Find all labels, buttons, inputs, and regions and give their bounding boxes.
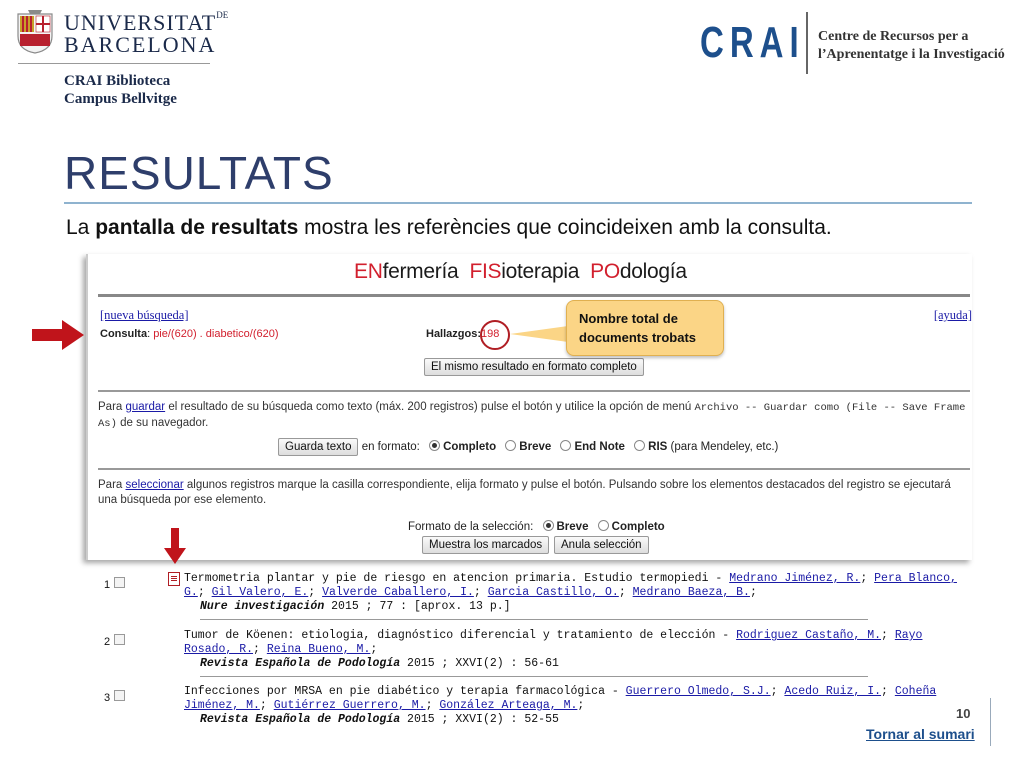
nueva-busqueda-link[interactable]: [nueva búsqueda] [100,308,189,322]
section-divider-1 [98,390,970,392]
intro-bold: pantalla de resultats [95,216,299,239]
result-author-link[interactable]: Acedo Ruiz, I. [784,685,882,698]
result-separator [200,676,868,677]
hallazgos-count: 198 [481,328,500,340]
callout-total-docs [566,300,724,356]
consulta-value: pie/(620) . diabetico/(620) [153,328,279,340]
save-menu-path: Archivo -- Guardar como (File -- Save Frame As) [98,402,966,430]
result-author-link[interactable]: Valverde Caballero, I. [322,586,474,599]
section-divider-2 [98,468,970,470]
document-icon[interactable] [168,572,180,586]
radio-sel-completo[interactable] [598,520,609,531]
hallazgos-highlight-circle [480,320,510,350]
result-author-link[interactable]: Rayo Rosado, R. [184,629,923,656]
university-name-de: DE [216,10,229,20]
red-arrow-right-icon [32,320,84,350]
result-author-link[interactable]: Guerrero Olmedo, S.J. [625,685,771,698]
guardar-link[interactable]: guardar [125,401,166,413]
result-source-detail: 2015 ; XXVI(2) : 52-55 [400,713,559,726]
crai-logo: CRAI [700,18,805,67]
result-title: Termometria plantar y pie de riesgo en atencion primaria. Estudio termopiedi - [184,572,730,585]
result-author-link[interactable]: Garcia Castillo, O. [487,586,619,599]
library-name [64,72,177,108]
result-author-link[interactable]: González Arteaga, M. [439,699,578,712]
result-body: Infecciones por MRSA en pie diabético y terapia farmacológica - Guerrero Olmedo, S.J.; Acedo Ruiz, I.; Coheña Jiménez, M.; Gutiérrez Guerrero, M.; González Arteaga, M.; Revista Española de Podología 2015 ; XXVI(2) : 52-55 [184,685,964,727]
result-number: 1 [104,579,111,591]
result-author-link[interactable]: Medrano Baeza, B. [632,586,750,599]
save-format-row: Guarda texto en formato: Completo Breve End Note RIS (para Mendeley, etc.) [278,440,778,453]
header-divider [18,63,210,64]
consulta-line: Consulta: pie/(620) . diabetico/(620) [100,328,279,340]
select-instructions: Para seleccionar algunos registros marque la casilla correspondiente, elija formato y pulse el botón. Pulsando sobre los elementos destacados del registro se ejecutará una búsqueda por ese elemento. [98,479,951,506]
result-source-name[interactable]: Revista Española de Podología [200,657,401,670]
result-number: 3 [104,692,111,704]
radio-ris[interactable] [634,440,645,451]
red-arrow-down-icon [164,528,186,564]
result-author-link[interactable]: Coheña Jiménez, M. [184,685,937,712]
crai-subtitle [818,28,1005,64]
library-name-line1: CRAI Biblioteca [64,73,171,89]
crai-logo-divider [806,12,808,74]
radio-completo[interactable] [429,440,440,451]
results-screenshot [86,254,972,560]
result-body: Tumor de Köenen: etiologia, diagnóstico diferencial y tratamiento de elección - Rodriguez Castaño, M.; Rayo Rosado, R.; Reina Bueno, M.; Revista Española de Podología 2015 ; XXVI(2) : 56-61 [184,629,964,671]
university-name-line2: BARCELONA [64,32,217,57]
library-name-line2: Campus Bellvitge [64,91,177,107]
result-source-name[interactable]: Revista Española de Podología [200,713,401,726]
save-instructions: Para guardar el resultado de su búsqueda como texto (máx. 200 registros) pulse el botón y utilice la opción de menú Archivo -- Guardar como (File -- Save Frame As) de su navegador. [98,401,966,430]
slide-title: RESULTATS [64,147,334,199]
footer-divider [990,698,991,746]
result-source-name[interactable]: Nure investigación [200,600,325,613]
enfispo-logo: ENfermería FISioterapia POdología [354,260,687,283]
radio-endnote[interactable] [560,440,571,451]
selection-format-row: Formato de la selección: Breve Completo [408,521,665,533]
result-separator [200,619,868,620]
guarda-texto-button[interactable]: Guarda texto [278,438,358,456]
callout-pointer [510,326,568,342]
callout-line2: documents trobats [579,330,697,345]
result-number: 2 [104,636,111,648]
result-title: Tumor de Köenen: etiologia, diagnóstico diferencial y tratamiento de elección - [184,629,737,642]
ayuda-link[interactable]: [ayuda] [933,308,972,322]
result-author-link[interactable]: Rodriguez Castaño, M. [736,629,882,642]
callout-line1: Nombre total de [579,311,678,326]
result-source [184,713,964,727]
tornar-sumari-link[interactable]: Tornar al sumari [866,726,975,742]
seleccionar-link[interactable]: seleccionar [125,479,184,491]
result-source [184,657,964,671]
result-author-link[interactable]: Pera Blanco, G. [184,572,957,599]
result-author-link[interactable]: Gil Valero, E. [211,586,309,599]
hallazgos-line: Hallazgos:198 [426,328,500,340]
result-author-link[interactable]: Gutiérrez Guerrero, M. [273,699,426,712]
result-author-link[interactable]: Reina Bueno, M. [266,643,371,656]
title-rule [64,202,972,204]
logo-divider [98,294,970,297]
crai-subtitle-line2: l’Aprenentatge i la Investigació [818,47,1005,62]
muestra-marcados-button[interactable]: Muestra los marcados [422,536,549,554]
radio-breve[interactable] [505,440,516,451]
page-number: 10 [956,706,971,721]
result-title: Infecciones por MRSA en pie diabético y terapia farmacológica - [184,685,626,698]
crai-subtitle-line1: Centre de Recursos per a [818,29,969,44]
result-source-detail: 2015 ; XXVI(2) : 56-61 [400,657,559,670]
result-source [184,600,964,614]
result-checkbox[interactable] [114,634,125,645]
result-checkbox[interactable] [114,577,125,588]
result-source-detail: 2015 ; 77 : [aprox. 13 p.] [324,600,511,613]
result-author-link[interactable]: Medrano Jiménez, R. [729,572,861,585]
anula-seleccion-button[interactable]: Anula selección [554,536,649,554]
formato-completo-button[interactable]: El mismo resultado en formato completo [424,358,644,376]
radio-sel-breve[interactable] [543,520,554,531]
result-checkbox[interactable] [114,690,125,701]
university-name-line1: $UNIVERSITAT^{DE}$ [64,10,229,35]
university-shield-logo [16,8,54,54]
intro-text: La pantalla de resultats mostra les referències que coincideixen amb la consulta. [66,216,832,239]
result-body: Termometria plantar y pie de riesgo en atencion primaria. Estudio termopiedi - Medrano Jiménez, R.; Pera Blanco, G.; Gil Valero, E.; Valverde Caballero, I.; Garcia Castillo, O.; Medrano Baeza, B.; Nure investigación 2015 ; 77 : [aprox. 13 p.] [184,572,964,614]
